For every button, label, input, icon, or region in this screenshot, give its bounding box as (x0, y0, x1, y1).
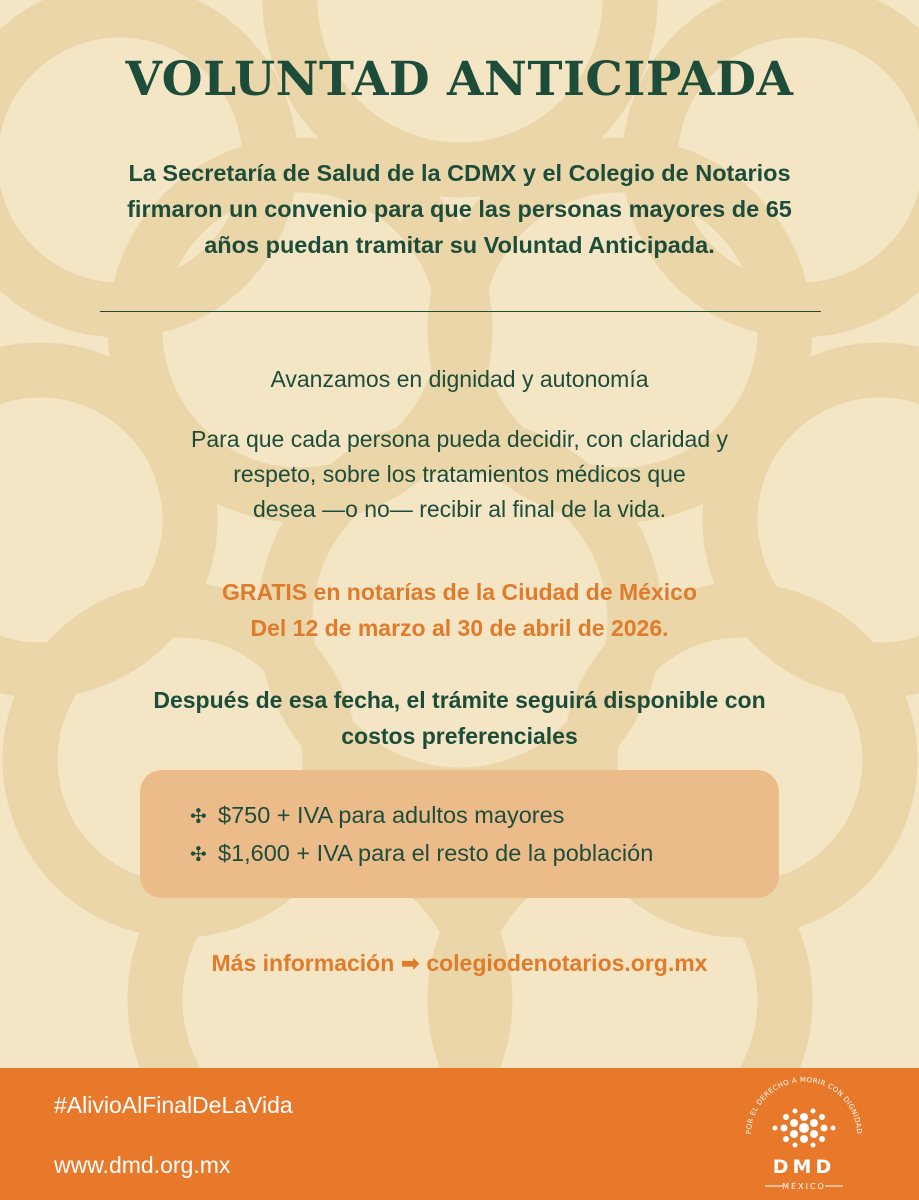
price-item (190, 797, 653, 835)
logo-arc-text: POR EL DERECHO A MORIR CON DIGNIDAD (744, 1075, 864, 1135)
dmd-logo (739, 1073, 869, 1197)
intro-line: firmaron un convenio para que las personas mayores de 65 (127, 196, 792, 222)
after-line: costos preferenciales (341, 723, 578, 749)
price-box (140, 770, 779, 898)
logo-country: MÉXICO (782, 1182, 826, 1191)
hashtag: #AlivioAlFinalDeLaVida (54, 1092, 293, 1118)
after-date-notice (80, 682, 839, 754)
page-title: VOLUNTAD ANTICIPADA (125, 52, 794, 107)
promo-line: GRATIS en notarías de la Ciudad de México (221, 579, 697, 605)
body-paragraph (110, 422, 809, 527)
after-line: Después de esa fecha, el trámite seguirá disponible con (153, 687, 766, 713)
more-info-link[interactable]: Más información ➡ colegiodenotarios.org.mx (211, 950, 708, 976)
body-line: respeto, sobre los tratamientos médicos que (233, 461, 686, 487)
intro-line: La Secretaría de Salud de la CDMX y el Colegio de Notarios (128, 160, 791, 186)
body-line: Para que cada persona pueda decidir, con claridad y (190, 426, 729, 452)
price-text: $750 + IVA para adultos mayores (218, 802, 565, 828)
free-promo (0, 574, 919, 646)
subheading: Avanzamos en dignidad y autonomía (270, 366, 649, 392)
price-list (190, 797, 653, 873)
intro-paragraph (70, 155, 849, 263)
intro-line: años puedan tramitar su Voluntad Anticipada. (204, 232, 715, 258)
price-text: $1,600 + IVA para el resto de la población (218, 840, 654, 866)
bullet-icon: ✣ (190, 806, 207, 828)
bullet-icon: ✣ (190, 844, 207, 866)
divider (100, 311, 821, 312)
price-item (190, 835, 653, 873)
flower-icon (773, 1109, 836, 1148)
footer (0, 1068, 919, 1200)
promo-dates: Del 12 de marzo al 30 de abril de 2026. (250, 615, 669, 641)
logo-name: DMD (772, 1156, 836, 1178)
website-link[interactable]: www.dmd.org.mx (54, 1152, 231, 1178)
body-line: desea —o no— recibir al final de la vida. (253, 496, 666, 522)
